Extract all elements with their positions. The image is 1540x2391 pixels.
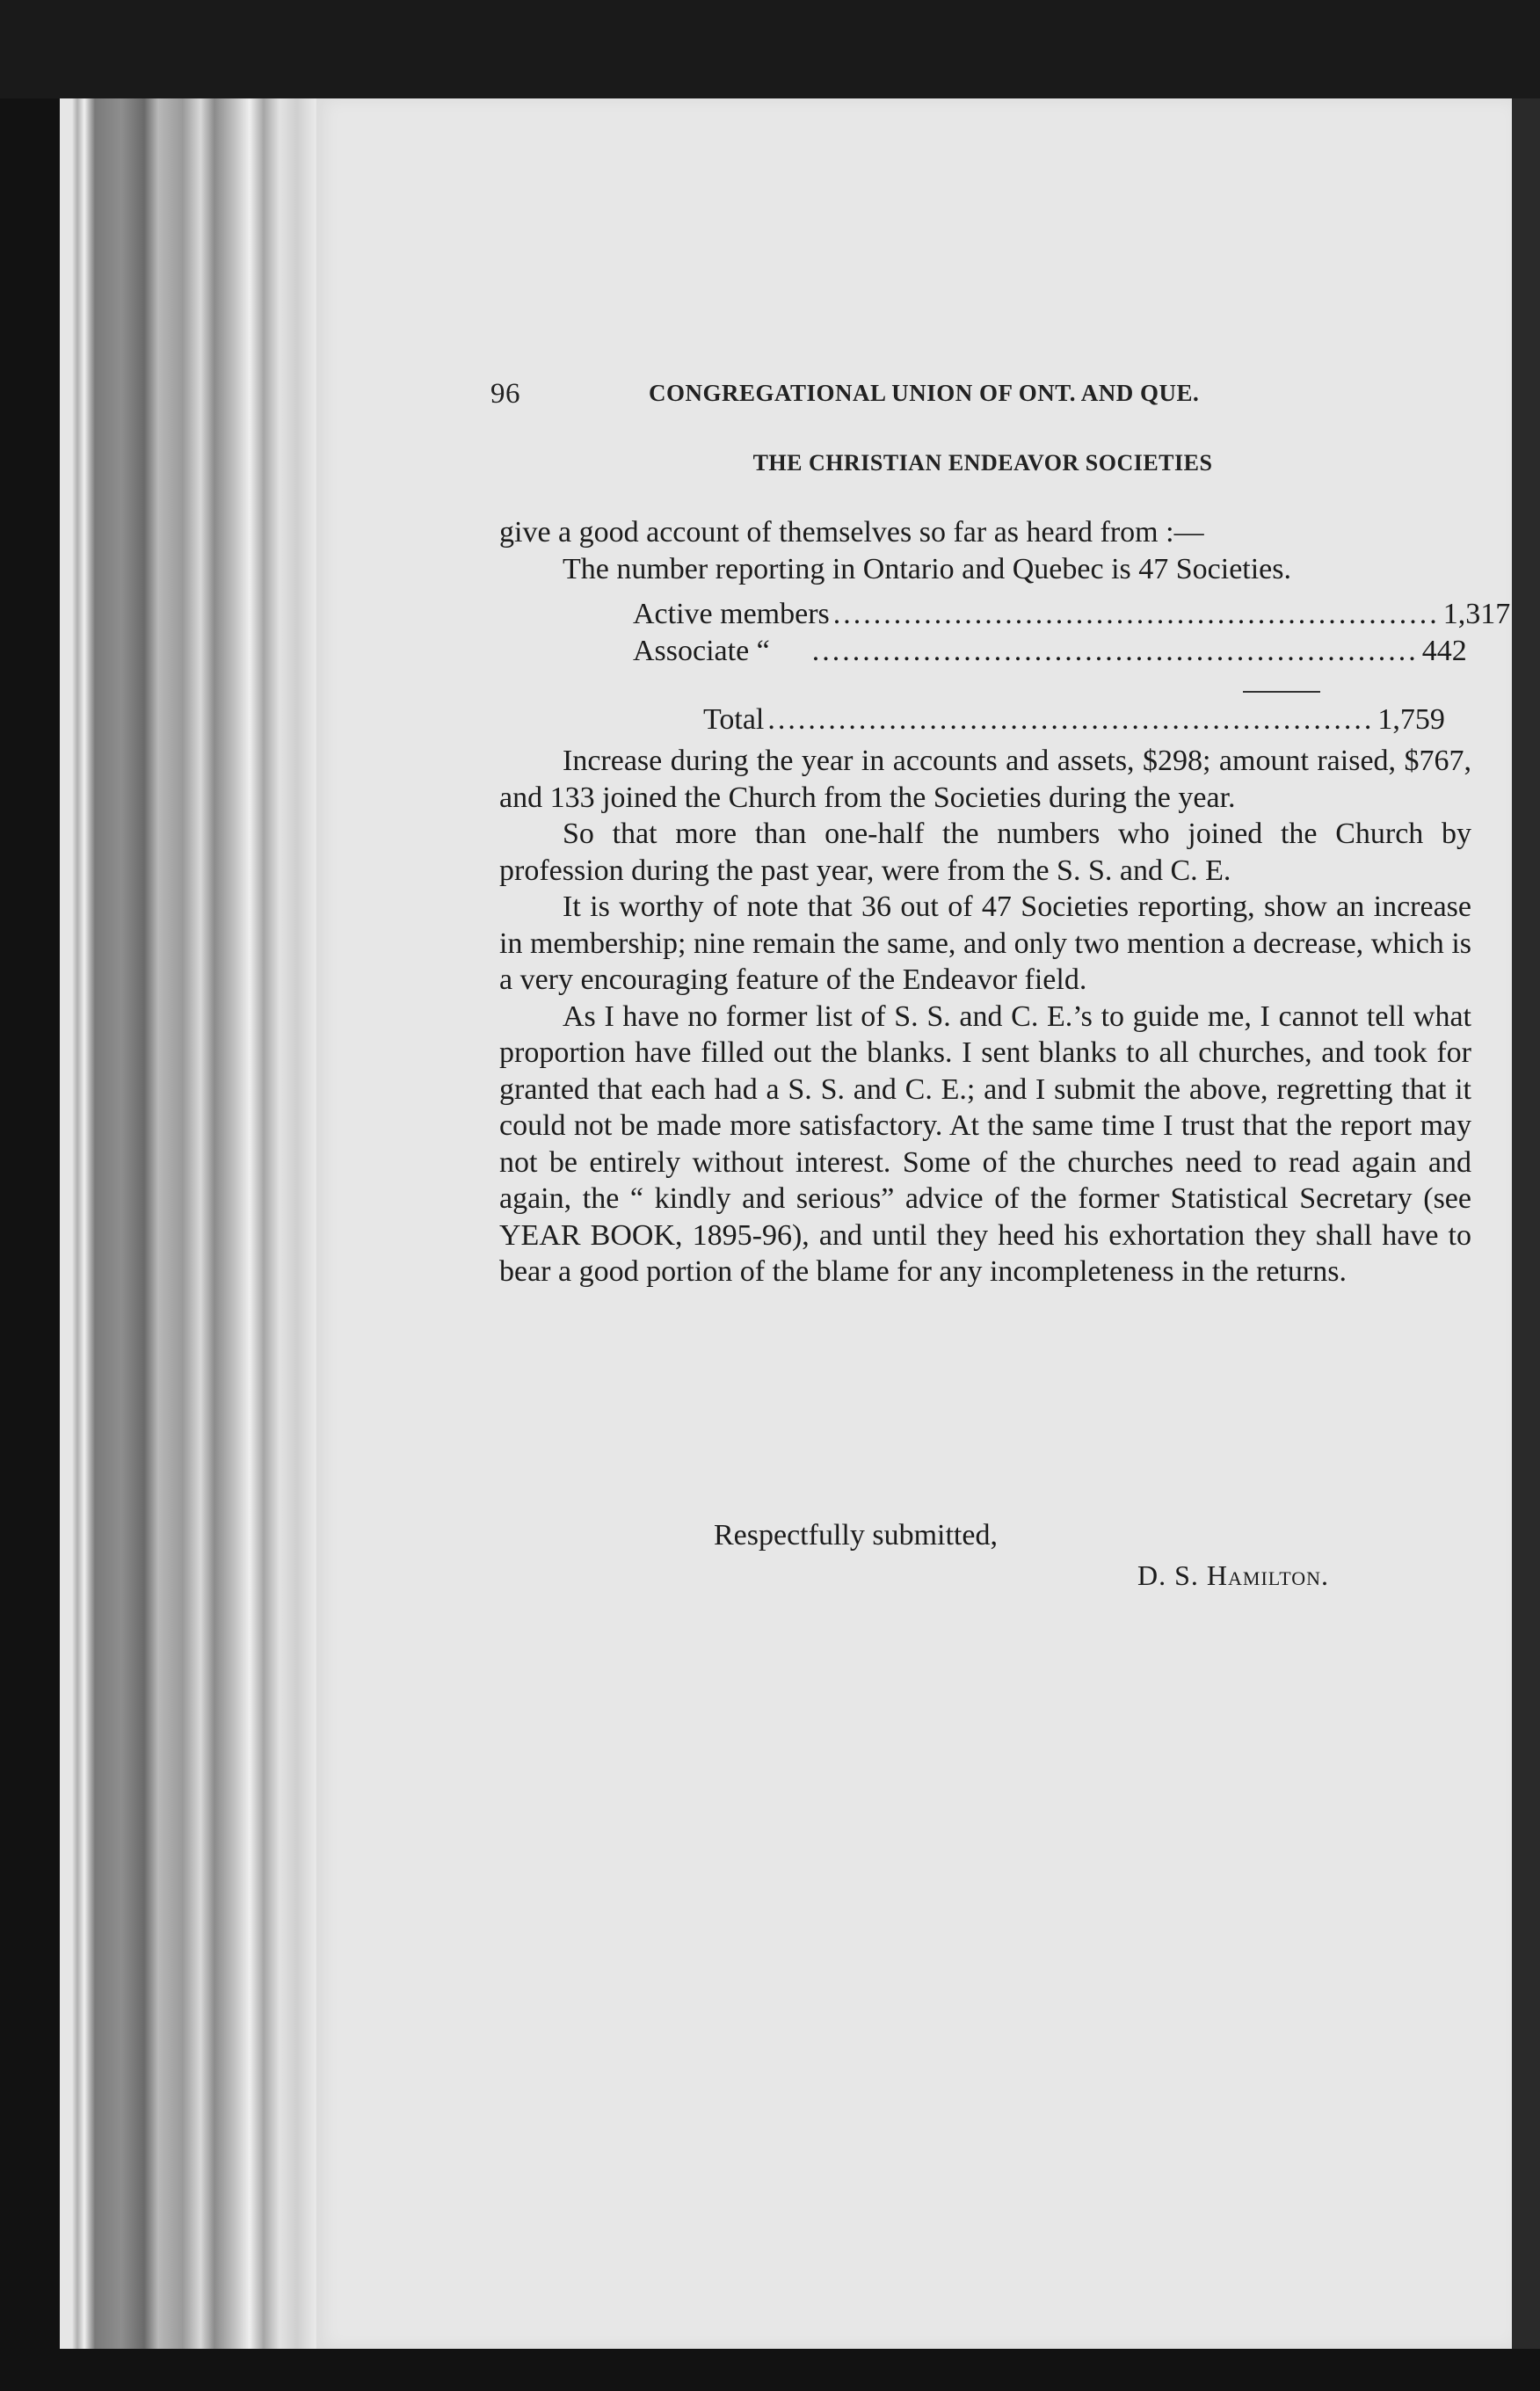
sign-off: Respectfully submitted, bbox=[714, 1519, 998, 1552]
stat-row-total bbox=[703, 703, 1445, 740]
stat-row-active bbox=[633, 598, 1511, 635]
paragraph-report: As I have no former list of S. S. and C. E.’s to guide me, I cannot tell what proportion have filled out the blanks. I sent blanks to all churches, and took for granted that each had a S. S. and C. E.; and I submit the above, regretting that it could not be made more satisfactory. At the same time I trust that the report may not be entirely without interest. Some of the churches need to read again and again, the “ kindly and serious” advice of the former Statistical Secretary (see YEAR BOOK, 1895-96), and until they heed his exhortation they shall have to bear a good portion of the blame for any incompleteness in the returns. bbox=[499, 999, 1471, 1288]
page-edges-left bbox=[60, 98, 332, 2349]
scan-border-right bbox=[1512, 98, 1540, 2349]
section-title: THE CHRISTIAN ENDEAVOR SOCIETIES bbox=[752, 450, 1213, 476]
stat-label: Associate “ bbox=[633, 635, 770, 667]
paragraph-profession: So that more than one-half the numbers who joined the Church by profession during the past year, were from the S. S. and C. E. bbox=[499, 818, 1471, 887]
total-rule bbox=[1243, 691, 1320, 693]
intro-line-1: give a good account of themselves so far as heard from :— bbox=[499, 516, 1204, 549]
running-title: CONGREGATIONAL UNION OF ONT. AND QUE. bbox=[649, 380, 1200, 406]
paragraph-note: It is worthy of note that 36 out of 47 Societies reporting, show an increase in membership; nine remain the same, and only two mention a decrease, which is a very encouraging feature of the Endeavor field. bbox=[499, 890, 1471, 996]
signature: D. S. Hamilton. bbox=[1137, 1559, 1330, 1591]
leader-dots: ............................................................ bbox=[767, 703, 1375, 736]
stat-value: 1,317 bbox=[1442, 598, 1511, 630]
stat-label: Total bbox=[703, 703, 765, 736]
intro-line-2: The number reporting in Ontario and Quebec is 47 Societies. bbox=[563, 553, 1291, 585]
running-head bbox=[490, 378, 1457, 417]
leader-dots: ............................................................ bbox=[832, 598, 1440, 630]
scan-border-top bbox=[0, 0, 1540, 98]
leader-dots: ............................................................ bbox=[811, 635, 1419, 667]
stat-row-associate bbox=[633, 635, 1467, 672]
stat-value: 1,759 bbox=[1377, 703, 1445, 736]
stat-label: Active members bbox=[633, 598, 830, 630]
body-text bbox=[499, 743, 1471, 1290]
paragraph-increase: Increase during the year in accounts and assets, $298; amount raised, $767, and 133 joined the Church from the Societies during the year. bbox=[499, 745, 1471, 814]
stat-value: 442 bbox=[1421, 635, 1467, 667]
page-number: 96 bbox=[490, 378, 520, 410]
